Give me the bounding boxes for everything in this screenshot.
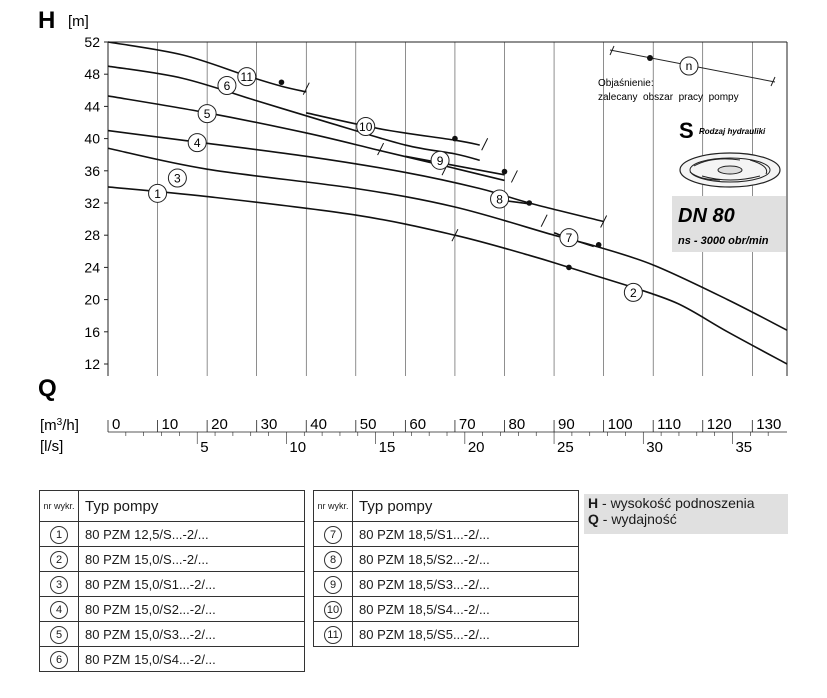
row-nr-circle: 7 — [324, 526, 342, 544]
x-axis-symbol: Q — [38, 375, 57, 402]
row-nr-circle: 11 — [324, 626, 342, 644]
table-row — [40, 572, 305, 597]
hydraulics-letter: S — [679, 118, 694, 143]
row-type-cell: 80 PZM 18,5/S2...-2/... — [353, 547, 579, 572]
x-tick-label-secondary: 15 — [378, 439, 396, 456]
dn-title: DN 80 — [678, 205, 735, 227]
row-nr-circle: 4 — [50, 601, 68, 619]
curve-point-marker — [502, 169, 508, 175]
table-row — [314, 547, 579, 572]
y-tick-label: 16 — [84, 323, 100, 340]
row-nr-circle: 1 — [50, 526, 68, 544]
legend-h-key: H — [588, 495, 599, 511]
table-header-row — [40, 491, 305, 522]
explanation-marker — [647, 55, 653, 61]
row-type-cell: 80 PZM 15,0/S3...-2/... — [79, 622, 305, 647]
x-axis-unit-secondary: [l/s] — [40, 438, 64, 455]
x-axis-unit-primary: $[m^3/h]$ — [40, 416, 79, 434]
table-row — [314, 622, 579, 647]
curve-label-7: 7 — [565, 231, 573, 246]
x-tick-label-secondary: 10 — [289, 439, 307, 456]
x-tick-label-primary: 50 — [359, 416, 377, 433]
curve-label-2: 2 — [630, 285, 637, 300]
curve-1 — [108, 187, 628, 286]
y-axis-unit: [m] — [68, 13, 89, 30]
y-tick-label: 52 — [84, 34, 100, 50]
x-tick-label-secondary: 20 — [467, 439, 485, 456]
x-tick-label-primary: 30 — [260, 416, 278, 433]
x-tick-label-secondary: 25 — [557, 439, 574, 456]
x-tick-label-primary: 110 — [657, 416, 682, 433]
curve-label-11: 11 — [240, 70, 254, 85]
curve-label-6: 6 — [223, 78, 231, 93]
y-tick-label: 40 — [84, 130, 100, 147]
explanation-line2: zalecany obszar pracy pompy — [598, 92, 739, 103]
y-tick-label: 12 — [84, 356, 100, 372]
row-nr-circle: 8 — [324, 551, 342, 569]
row-type-cell: 80 PZM 15,0/S4...-2/... — [79, 647, 305, 672]
row-nr-cell — [40, 597, 79, 622]
x-tick-label-primary: 40 — [310, 416, 327, 433]
range-tick — [511, 170, 517, 182]
curve-2 — [628, 286, 787, 364]
legend-q-text: - wydajność — [598, 511, 677, 527]
x-tick-label-primary: 10 — [161, 416, 179, 433]
table-row — [314, 522, 579, 547]
curve-label-5: 5 — [203, 107, 211, 122]
curve-label-9: 9 — [436, 153, 444, 168]
row-type-cell: 80 PZM 15,0/S2...-2/... — [79, 597, 305, 622]
range-tick — [378, 143, 384, 155]
row-nr-circle: 9 — [324, 576, 342, 594]
header-type: Typ pompy — [79, 491, 305, 522]
row-type-cell: 80 PZM 15,0/S...-2/... — [79, 547, 305, 572]
x-tick-label-secondary: 30 — [646, 439, 663, 456]
row-type-cell: 80 PZM 18,5/S5...-2/... — [353, 622, 579, 647]
table-row — [314, 597, 579, 622]
x-tick-label-primary: 120 — [706, 416, 732, 433]
x-tick-label-secondary: 5 — [200, 439, 209, 456]
y-tick-label: 32 — [84, 195, 100, 211]
legend-box — [584, 494, 788, 534]
x-tick-label-primary: 20 — [211, 416, 228, 433]
row-type-cell: 80 PZM 18,5/S4...-2/... — [353, 597, 579, 622]
x-tick-label-primary: 70 — [458, 416, 476, 433]
y-tick-label: 48 — [84, 66, 100, 83]
row-nr-cell — [40, 647, 79, 672]
row-nr-circle: 6 — [50, 651, 68, 669]
curve-label-10: 10 — [359, 120, 373, 135]
x-tick-label-primary: 100 — [607, 416, 633, 433]
curve-label-8: 8 — [496, 192, 503, 207]
header-nr: nr wykr. — [314, 491, 353, 522]
row-nr-circle: 3 — [50, 576, 68, 594]
dn-box — [672, 196, 786, 252]
row-nr-cell — [314, 547, 353, 572]
x-tick-label-primary: 130 — [756, 416, 782, 433]
legend-q-key: Q — [588, 511, 599, 527]
table-row — [40, 622, 305, 647]
row-nr-cell — [314, 522, 353, 547]
row-nr-cell — [40, 547, 79, 572]
explanation-line1: Objaśnienie: — [598, 78, 654, 89]
legend-h-row — [588, 495, 788, 511]
y-tick-label: 44 — [84, 98, 100, 115]
dn-subtitle: ns - 3000 obr/min — [678, 235, 769, 247]
x-tick-label-primary: 80 — [508, 416, 526, 433]
table-header-row — [314, 491, 579, 522]
row-type-cell: 80 PZM 15,0/S1...-2/... — [79, 572, 305, 597]
table-row — [40, 522, 305, 547]
row-nr-cell — [40, 622, 79, 647]
x-tick-label-secondary: 35 — [735, 439, 753, 456]
row-type-cell: 80 PZM 12,5/S...-2/... — [79, 522, 305, 547]
curve-point-marker — [596, 242, 602, 248]
x-tick-label-primary: 60 — [409, 416, 427, 433]
y-tick-label: 36 — [84, 162, 100, 179]
curve-point-marker — [452, 136, 458, 142]
hydraulics-label: Rodzaj hydrauliki — [699, 127, 766, 136]
curve-label-3: 3 — [174, 171, 181, 186]
hydraulics-panel — [679, 118, 780, 187]
row-nr-circle: 5 — [50, 626, 68, 644]
legend-q-row — [588, 511, 788, 527]
row-type-cell: 80 PZM 18,5/S3...-2/... — [353, 572, 579, 597]
table-row — [40, 547, 305, 572]
chart-overlay — [149, 68, 643, 302]
explanation-panel — [598, 46, 775, 103]
row-nr-cell — [314, 622, 353, 647]
table-row — [314, 572, 579, 597]
legend-h-text: - wysokość podnoszenia — [598, 495, 755, 511]
header-type: Typ pompy — [353, 491, 579, 522]
curve-point-marker — [526, 200, 532, 206]
pump-table-right — [313, 490, 579, 647]
row-nr-cell — [40, 522, 79, 547]
explanation-n-label: n — [685, 59, 693, 73]
row-nr-cell — [314, 597, 353, 622]
row-nr-circle: 10 — [324, 601, 342, 619]
pump-table-left — [39, 490, 305, 672]
range-tick — [541, 215, 547, 227]
table-row — [40, 647, 305, 672]
row-nr-cell — [314, 572, 353, 597]
header-nr: nr wykr. — [40, 491, 79, 522]
x-tick-label-primary: 0 — [112, 416, 121, 433]
curve-label-1: 1 — [154, 186, 161, 201]
y-tick-label: 20 — [84, 291, 100, 308]
impeller-icon — [680, 153, 780, 187]
curve-6 — [108, 66, 480, 160]
x-tick-label-primary: 90 — [558, 416, 575, 433]
curve-point-marker — [566, 265, 572, 271]
y-axis-symbol: H — [38, 7, 56, 34]
row-type-cell: 80 PZM 18,5/S1...-2/... — [353, 522, 579, 547]
y-tick-label: 24 — [84, 259, 100, 276]
range-tick — [482, 138, 488, 150]
y-tick-label: 28 — [84, 227, 100, 244]
row-nr-cell — [40, 572, 79, 597]
curve-point-marker — [279, 79, 285, 85]
curve-label-4: 4 — [193, 136, 201, 151]
table-row — [40, 597, 305, 622]
row-nr-circle: 2 — [50, 551, 68, 569]
